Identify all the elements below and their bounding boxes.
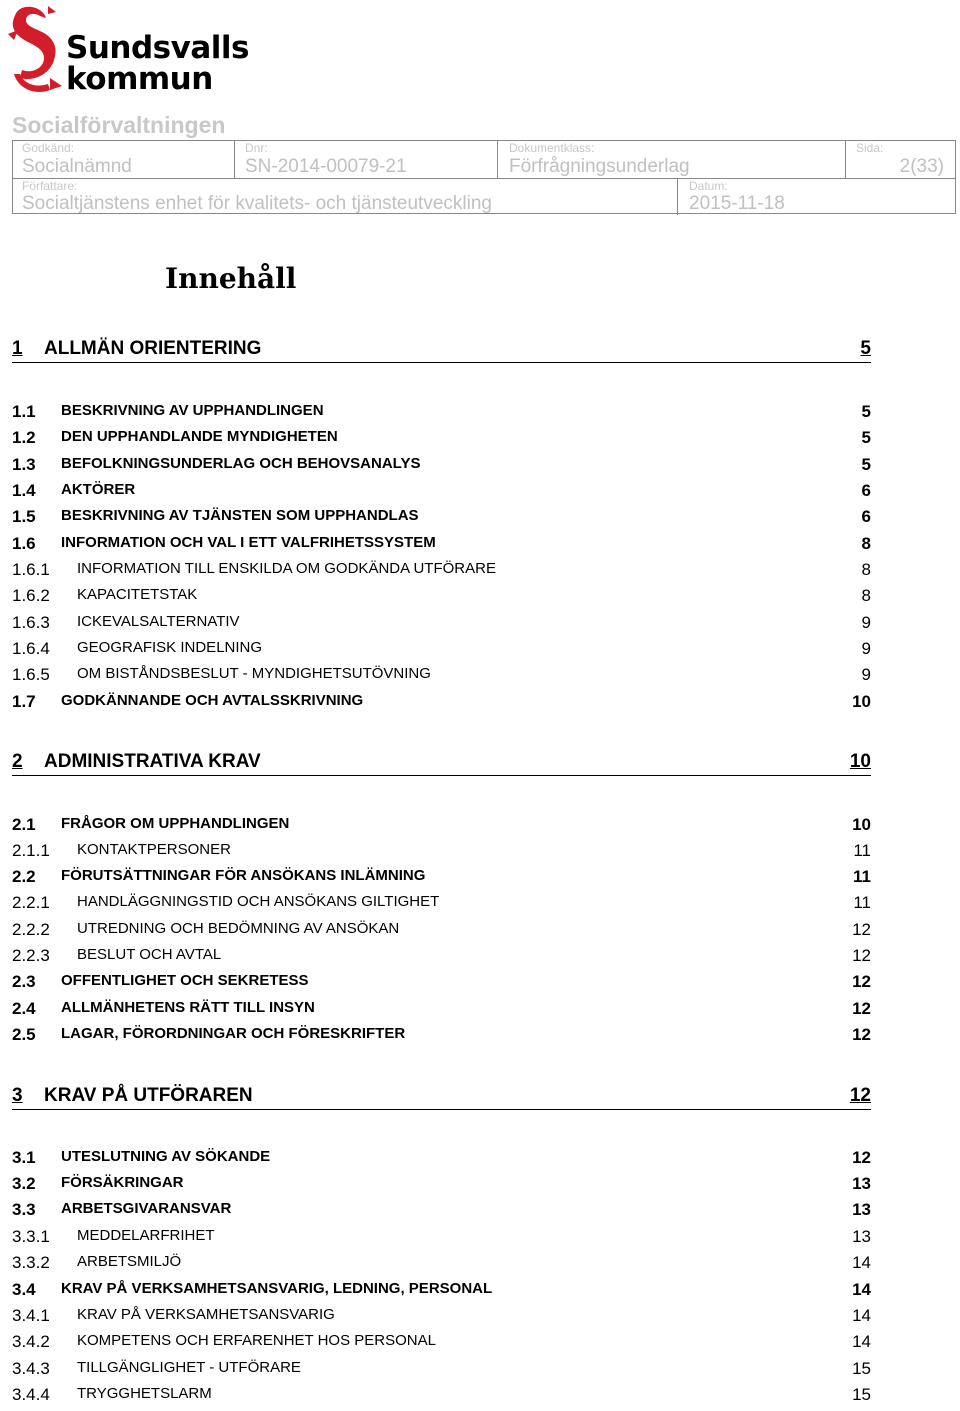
toc-entry-page: 11: [853, 893, 871, 912]
toc-entry-label: KRAV PÅ VERKSAMHETSANSVARIG, LEDNING, PERSONAL: [61, 1280, 493, 1297]
toc-entry-page: 12: [849, 1085, 871, 1106]
toc-entry-page: 10: [852, 692, 871, 711]
toc-entry-page: 15: [852, 1385, 871, 1404]
toc-entry-number: 2.3: [12, 972, 36, 991]
toc-entry-number: 1.6.3: [12, 613, 50, 632]
organization-name: Socialförvaltningen: [12, 112, 226, 138]
toc-entry-number: 3.2: [12, 1174, 36, 1193]
toc-entry-page: 9: [861, 613, 871, 632]
author-caption: Författare:: [22, 179, 78, 193]
toc-entry-number: 2.5: [12, 1025, 36, 1044]
toc-entry-page: 5: [861, 455, 871, 474]
toc-entry[interactable]: [0, 665, 960, 691]
toc-entry-page: 5: [861, 428, 871, 447]
doc-class-value: Förfrågningsunderlag: [509, 156, 690, 177]
toc-entry-number: 3.4: [12, 1280, 36, 1299]
toc-entry-number: 1.6: [12, 534, 36, 553]
toc-entry-label: DEN UPPHANDLANDE MYNDIGHETEN: [61, 428, 338, 445]
toc-entry-label: AKTÖRER: [61, 481, 136, 498]
toc-entry[interactable]: [0, 586, 960, 612]
approved-value: Socialnämnd: [22, 156, 132, 177]
toc-entry[interactable]: [0, 1085, 960, 1115]
dnr-value: SN-2014-00079-21: [245, 156, 407, 177]
toc-entry-label: BESLUT OCH AVTAL: [77, 946, 222, 963]
toc-entry[interactable]: [0, 1280, 960, 1306]
toc-entry-label: ARBETSMILJÖ: [77, 1253, 182, 1270]
toc-entry[interactable]: [0, 639, 960, 665]
toc-entry-page: 9: [861, 665, 871, 684]
toc-entry-number: 2.2: [12, 867, 36, 886]
toc-entry[interactable]: [0, 751, 960, 781]
toc-entry[interactable]: [0, 534, 960, 560]
toc-entry[interactable]: [0, 920, 960, 946]
toc-entry-label: ALLMÄNHETENS RÄTT TILL INSYN: [61, 999, 315, 1016]
dragon-crest-icon: [4, 4, 64, 98]
toc-entry-number: 1.6.2: [12, 586, 50, 605]
toc-entry-page: 6: [861, 481, 871, 500]
author-value: Socialtjänstens enhet för kvalitets- och tjänsteutveckling: [22, 193, 492, 214]
toc-entry-page: 15: [852, 1359, 871, 1378]
toc-entry-label: KAPACITETSTAK: [77, 586, 198, 603]
toc-entry-label: KOMPETENS OCH ERFARENHET HOS PERSONAL: [77, 1332, 436, 1349]
toc-entry-number: 1.6.1: [12, 560, 50, 579]
toc-entry[interactable]: [0, 946, 960, 972]
toc-entry-page: 13: [852, 1200, 871, 1219]
toc-entry-label: ARBETSGIVARANSVAR: [61, 1200, 232, 1217]
toc-entry-number: 3.3.2: [12, 1253, 50, 1272]
page-caption: Sida:: [856, 141, 884, 155]
toc-entry-label: OFFENTLIGHET OCH SEKRETESS: [61, 972, 309, 989]
toc-entry-label: ICKEVALSALTERNATIV: [77, 613, 240, 630]
toc-entry-label: OM BISTÅNDSBESLUT - MYNDIGHETSUTÖVNING: [77, 665, 431, 682]
toc-entry-number: 2.2.3: [12, 946, 50, 965]
toc-entry-page: 5: [860, 338, 871, 359]
doc-class-caption: Dokumentklass:: [509, 141, 595, 155]
toc-entry-page: 14: [852, 1306, 871, 1325]
underline-rule: [12, 775, 871, 776]
toc-entry-number: 1.6.5: [12, 665, 50, 684]
toc-entry[interactable]: [0, 1174, 960, 1200]
document-header-table: [12, 140, 956, 214]
toc-entry[interactable]: [0, 692, 960, 718]
toc-entry-number: 2.2.1: [12, 893, 50, 912]
toc-entry[interactable]: [0, 1227, 960, 1253]
toc-entry-label: INFORMATION TILL ENSKILDA OM GODKÄNDA UTFÖRARE: [77, 560, 496, 577]
toc-entry-page: 8: [861, 586, 871, 605]
logo-text-line1: Sundsvalls: [66, 30, 249, 66]
toc-entry-number: 3.3: [12, 1200, 36, 1219]
toc-entry[interactable]: [0, 867, 960, 893]
toc-entry-number: 1.7: [12, 692, 36, 711]
toc-entry-label: FRÅGOR OM UPPHANDLINGEN: [61, 815, 290, 832]
toc-entry-number: 3: [12, 1085, 23, 1106]
toc-entry-label: BESKRIVNING AV TJÄNSTEN SOM UPPHANDLAS: [61, 507, 419, 524]
toc-entry-page: 11: [853, 867, 871, 886]
toc-entry-page: 10: [849, 751, 871, 772]
toc-entry-number: 3.1: [12, 1148, 36, 1167]
toc-entry-page: 8: [861, 534, 871, 553]
toc-entry-page: 11: [853, 841, 871, 860]
toc-entry-number: 1.1: [12, 402, 36, 421]
toc-entry-label: UTESLUTNING AV SÖKANDE: [61, 1148, 271, 1165]
toc-entry-page: 9: [861, 639, 871, 658]
toc-entry-number: 2.1.1: [12, 841, 50, 860]
toc-entry[interactable]: [0, 455, 960, 481]
toc-entry-label: KRAV PÅ VERKSAMHETSANSVARIG: [77, 1306, 335, 1323]
toc-entry-label: BEFOLKNINGSUNDERLAG OCH BEHOVSANALYS: [61, 455, 421, 472]
toc-entry-page: 12: [852, 1148, 871, 1167]
toc-entry-page: 12: [852, 946, 871, 965]
toc-entry[interactable]: [0, 1306, 960, 1332]
toc-entry-label: FÖRUTSÄTTNINGAR FÖR ANSÖKANS INLÄMNING: [61, 867, 426, 884]
page-value: 2(33): [899, 156, 944, 177]
toc-entry-number: 3.4.2: [12, 1332, 50, 1351]
municipality-logo: [4, 4, 254, 100]
toc-entry[interactable]: [0, 1253, 960, 1279]
toc-entry[interactable]: [0, 1148, 960, 1174]
toc-entry-page: 12: [852, 972, 871, 991]
toc-entry-page: 14: [852, 1332, 871, 1351]
toc-entry-page: 12: [852, 999, 871, 1018]
toc-entry-number: 3.4.4: [12, 1385, 50, 1404]
toc-entry-number: 3.4.3: [12, 1359, 50, 1378]
toc-entry[interactable]: [0, 1385, 960, 1411]
toc-entry[interactable]: [0, 560, 960, 586]
toc-entry-number: 2.4: [12, 999, 36, 1018]
toc-entry-label: HANDLÄGGNINGSTID OCH ANSÖKANS GILTIGHET: [77, 893, 440, 910]
toc-entry-number: 2.1: [12, 815, 36, 834]
toc-entry-label: UTREDNING OCH BEDÖMNING AV ANSÖKAN: [77, 920, 400, 937]
approved-caption: Godkänd:: [22, 141, 75, 155]
toc-entry[interactable]: [0, 338, 960, 368]
toc-entry-label: BESKRIVNING AV UPPHANDLINGEN: [61, 402, 324, 419]
toc-entry[interactable]: [0, 1332, 960, 1358]
toc-entry-number: 2: [12, 751, 23, 772]
toc-entry[interactable]: [0, 1359, 960, 1385]
toc-entry-label: LAGAR, FÖRORDNINGAR OCH FÖRESKRIFTER: [61, 1025, 406, 1042]
toc-entry[interactable]: [0, 893, 960, 919]
toc-entry-label: ALLMÄN ORIENTERING: [44, 338, 262, 359]
toc-entry[interactable]: [0, 613, 960, 639]
toc-entry-label: GEOGRAFISK INDELNING: [77, 639, 263, 656]
toc-entry-number: 1.3: [12, 455, 36, 474]
toc-entry-label: TILLGÄNGLIGHET - UTFÖRARE: [77, 1359, 301, 1376]
toc-entry[interactable]: [0, 507, 960, 533]
toc-entry-label: INFORMATION OCH VAL I ETT VALFRIHETSSYSTEM: [61, 534, 436, 551]
toc-entry-label: MEDDELARFRIHET: [77, 1227, 215, 1244]
underline-rule: [12, 362, 871, 363]
toc-entry-page: 5: [861, 402, 871, 421]
toc-entry-page: 10: [852, 815, 871, 834]
toc-entry-number: 3.3.1: [12, 1227, 50, 1246]
toc-entry-page: 13: [852, 1227, 871, 1246]
toc-title: Innehåll: [165, 262, 297, 295]
toc-entry-page: 6: [861, 507, 871, 526]
toc-entry-label: TRYGGHETSLARM: [77, 1385, 212, 1402]
toc-entry-label: FÖRSÄKRINGAR: [61, 1174, 184, 1191]
toc-entry-page: 14: [852, 1253, 871, 1272]
toc-entry[interactable]: [0, 999, 960, 1025]
toc-entry[interactable]: [0, 402, 960, 428]
toc-entry-page: 13: [852, 1174, 871, 1193]
toc-entry[interactable]: [0, 841, 960, 867]
toc-entry-page: 14: [852, 1280, 871, 1299]
toc-entry-label: ADMINISTRATIVA KRAV: [44, 751, 261, 772]
toc-entry[interactable]: [0, 815, 960, 841]
toc-entry-page: 12: [852, 920, 871, 939]
toc-entry[interactable]: [0, 972, 960, 998]
toc-entry-page: 12: [852, 1025, 871, 1044]
toc-entry-number: 1.2: [12, 428, 36, 447]
toc-entry-label: KRAV PÅ UTFÖRAREN: [44, 1085, 253, 1106]
toc-entry-number: 1.4: [12, 481, 36, 500]
toc-entry-number: 3.4.1: [12, 1306, 50, 1325]
date-value: 2015-11-18: [689, 193, 785, 214]
toc-entry-label: KONTAKTPERSONER: [77, 841, 231, 858]
toc-entry-number: 1.6.4: [12, 639, 50, 658]
toc-entry-number: 1: [12, 338, 23, 359]
toc-entry-number: 2.2.2: [12, 920, 50, 939]
underline-rule: [12, 1109, 871, 1110]
dnr-caption: Dnr:: [245, 141, 268, 155]
toc-entry-page: 8: [861, 560, 871, 579]
toc-entry[interactable]: [0, 1200, 960, 1226]
toc-entry[interactable]: [0, 1025, 960, 1051]
toc-entry-label: GODKÄNNANDE OCH AVTALSSKRIVNING: [61, 692, 364, 709]
logo-text-line2: kommun: [66, 61, 213, 97]
toc-entry-number: 1.5: [12, 507, 36, 526]
toc-entry[interactable]: [0, 481, 960, 507]
toc-entry[interactable]: [0, 428, 960, 454]
date-caption: Datum:: [689, 179, 728, 193]
